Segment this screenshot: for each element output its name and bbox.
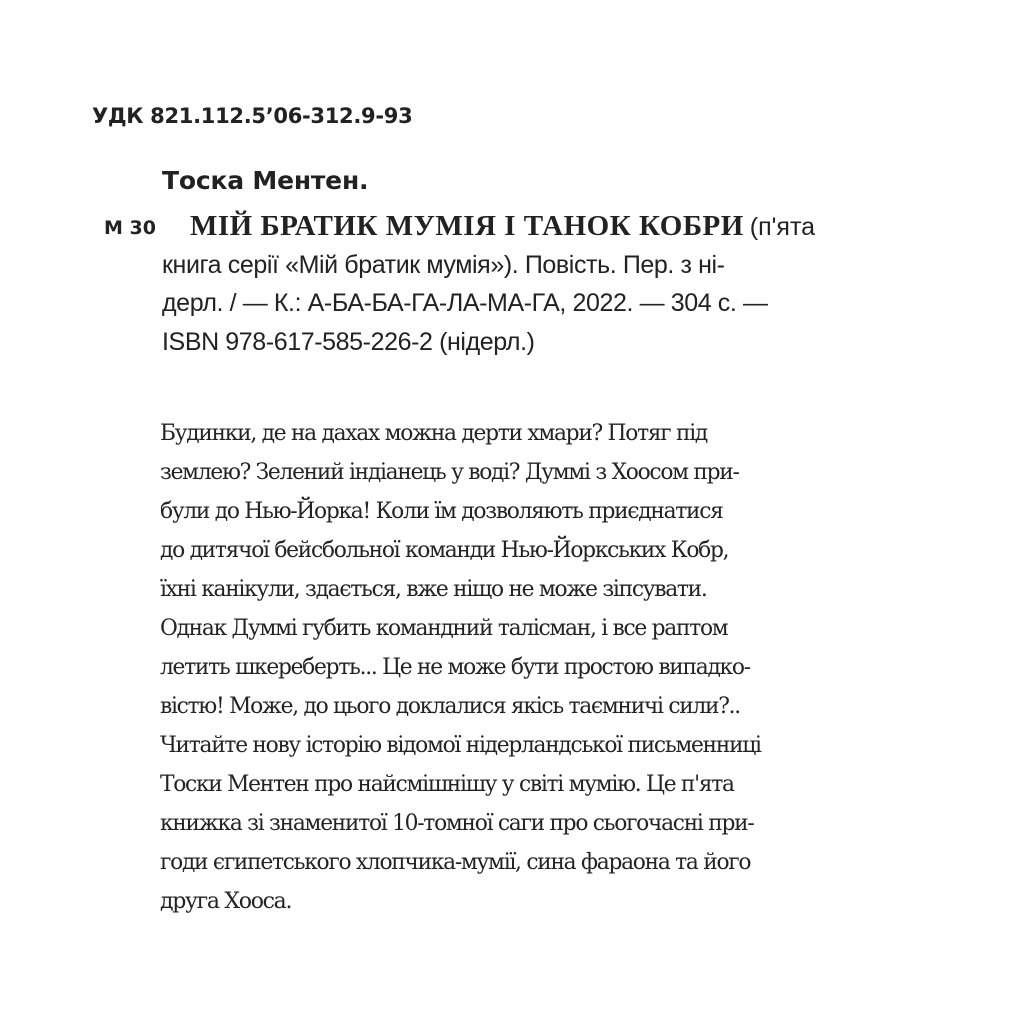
catalog-description-line: ISBN 978-617-585-226-2 (нідерл.) [162, 328, 535, 356]
annotation-line: до дитячої бейсбольної команди Нью-Йоркських Кобр, [160, 538, 729, 563]
annotation-line: Читайте нову історію відомої нідерландської письменниці [160, 733, 761, 758]
annotation-line: Однак Думмі губить командний талісман, і все раптом [160, 616, 728, 641]
shelf-mark: М 30 [104, 217, 156, 239]
annotation-line: вістю! Може, до цього доклалися якісь таємничі сили?.. [160, 694, 740, 719]
annotation-line: їхні канікули, здається, вже ніщо не може зіпсувати. [160, 577, 707, 602]
catalog-description-line: дерл. / — К.: А-БА-БА-ГА-ЛА-МА-ГА, 2022. — 304 с. — [162, 289, 768, 317]
book-title: МІЙ БРАТИК МУМІЯ І ТАНОК КОБРИ [190, 210, 744, 242]
book-title-line [190, 210, 815, 243]
annotation-line: були до Нью-Йорка! Коли їм дозволяють приєднатися [160, 499, 723, 524]
catalog-description-line: книга серії «Мій братик мумія»). Повість. Пер. з ні- [162, 251, 725, 279]
annotation-line: Тоски Ментен про найсмішнішу у світі мумію. Це п'ята [160, 772, 734, 797]
udk-code: УДК 821.112.5’06-312.9-93 [92, 104, 413, 128]
annotation-line: Будинки, де на дахах можна дерти хмари? Потяг під [160, 421, 708, 446]
annotation-line: летить шкереберть... Це не може бути простою випадко- [160, 655, 750, 680]
annotation-line: землею? Зелений індіанець у воді? Думмі з Хоосом при- [160, 460, 739, 485]
author-name: Тоска Ментен. [162, 166, 369, 195]
annotation-line: книжка зі знаменитої 10-томної саги про сьогочасні при- [160, 811, 754, 836]
annotation-line: друга Хооса. [160, 889, 292, 914]
book-title-tail: (п'ята [749, 213, 816, 241]
annotation-line: годи єгипетського хлопчика-мумії, сина фараона та його [160, 850, 751, 875]
book-annotation [160, 414, 920, 921]
